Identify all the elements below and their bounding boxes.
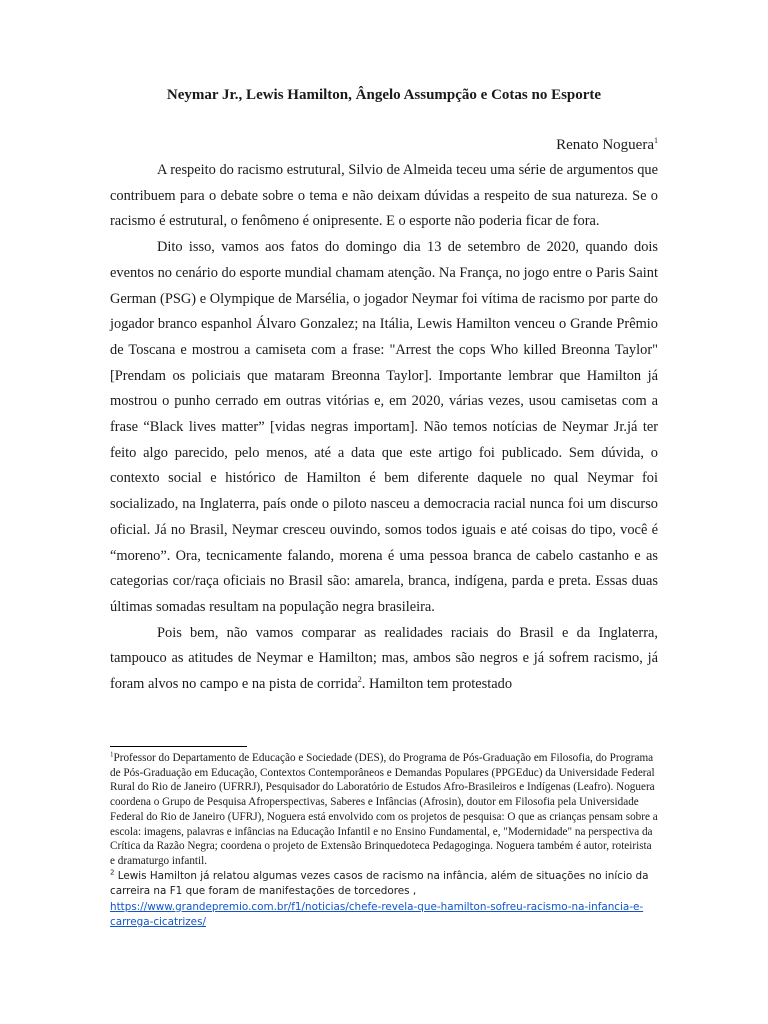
footnote-2-link[interactable]: https://www.grandepremio.com.br/f1/noticias/chefe-revela-que-hamilton-sofreu-racismo-na-infancia-e-carrega-cicatrizes/ <box>110 900 644 929</box>
footnotes <box>110 751 658 931</box>
author-line <box>556 134 658 156</box>
footnote-1 <box>110 751 658 869</box>
footnote-2-text: Lewis Hamilton já relatou algumas vezes casos de racismo na infância, além de situações no início da carreira na F1 que foram de manifestações de torcedores , <box>110 869 649 898</box>
footnote-ref-1[interactable]: 1 <box>654 136 658 145</box>
paragraph-3-text: Pois bem, não vamos comparar as realidades raciais do Brasil e da Inglaterra, tampouco as atitudes de Neymar e Hamilton; mas, ambos são negros e já sofrem racismo, já foram alvos no campo e na pista de corrida <box>110 624 658 693</box>
paragraph-1: A respeito do racismo estrutural, Silvio de Almeida teceu uma série de argumentos que contribuem para o debate sobre o tema e não deixam dúvidas a respeito de sua natureza. Se o racismo é estrutural, o fenômeno é onipresente. E o esporte não poderia ficar de fora. <box>110 162 658 230</box>
footnote-1-marker: 1 <box>110 750 114 759</box>
paragraph-2: Dito isso, vamos aos fatos do domingo dia 13 de setembro de 2020, quando dois eventos no cenário do esporte mundial chamam atenção. Na França, no jogo entre o Paris Saint German (PSG) e Olympique de Marsélia, o jogador Neymar foi vítima de racismo por parte do jogador branco espanhol Álvaro Gonzalez; na Itália, Lewis Hamilton venceu o Grande Prêmio de Toscana e mostrou a camiseta com a frase: "Arrest the cops Who killed Breonna Taylor" [Prendam os policiais que mataram Breonna Taylor]. Importante lembrar que Hamilton já mostrou o punho cerrado em outras vitórias e, em 2020, várias vezes, usou camisetas com a frase “Black lives matter” [vidas negras importam]. Não temos notícias de Neymar Jr.já ter feito algo parecido, pelo menos, até a data que este artigo foi publicado. Sem dúvida, o contexto social e histórico de Hamilton é bem diferente daquele no qual Neymar foi socializado, na Inglaterra, país onde o piloto nasceu a democracia racial nunca foi um discurso oficial. Já no Brasil, Neymar cresceu ouvindo, somos todos iguais e até coisas do tipo, você é “moreno”. Ora, tecnicamente falando, morena é uma pessoa branca de cabelo castanho e as categorias cor/raça oficiais no Brasil são: amarela, branca, indígena, parda e preta. Essas duas últimas somadas resultam na população negra brasileira. <box>110 239 658 615</box>
footnote-2 <box>110 869 658 931</box>
document-title: Neymar Jr., Lewis Hamilton, Ângelo Assumpção e Cotas no Esporte <box>166 87 602 103</box>
footnote-separator <box>110 746 247 747</box>
footnote-1-text: Professor do Departamento de Educação e Sociedade (DES), do Programa de Pós-Graduação em Filosofia, do Programa de Pós-Graduação em Educação, Contextos Contemporâneos e Demandas Populares (PPGEduc) da Universidade Federal Rural do Rio de Janeiro (UFRRJ), Pesquisador do Laboratório de Estudos Afro-Brasileiros e Indígenas (Leafro). Noguera coordena o Grupo de Pesquisa Afroperspectivas, Saberes e Infâncias (Afrosin), doutor em Filosofia pela Universidade Federal do Rio de Janeiro (UFRJ), Noguera está envolvido com os projetos de pesquisa: O que as crianças pensam sobre a escola: imagens, palavras e infâncias na Educação Infantil e no Ensino Fundamental, e, "Modernidade" na perspectiva da Crítica da Razão Negra; coordena o projeto de Extensão Brinquedoteca Pedagoginga. Noguera também é autor, roteirista e dramaturgo infantil. <box>110 752 658 867</box>
paragraph-3-continuation: . Hamilton tem protestado <box>361 676 513 693</box>
author-name: Renato Noguera <box>556 137 654 153</box>
footnote-ref-2[interactable]: 2 <box>357 675 362 685</box>
article-body <box>110 158 658 698</box>
paragraph-3 <box>110 621 658 698</box>
footnote-2-marker: 2 <box>110 868 115 877</box>
